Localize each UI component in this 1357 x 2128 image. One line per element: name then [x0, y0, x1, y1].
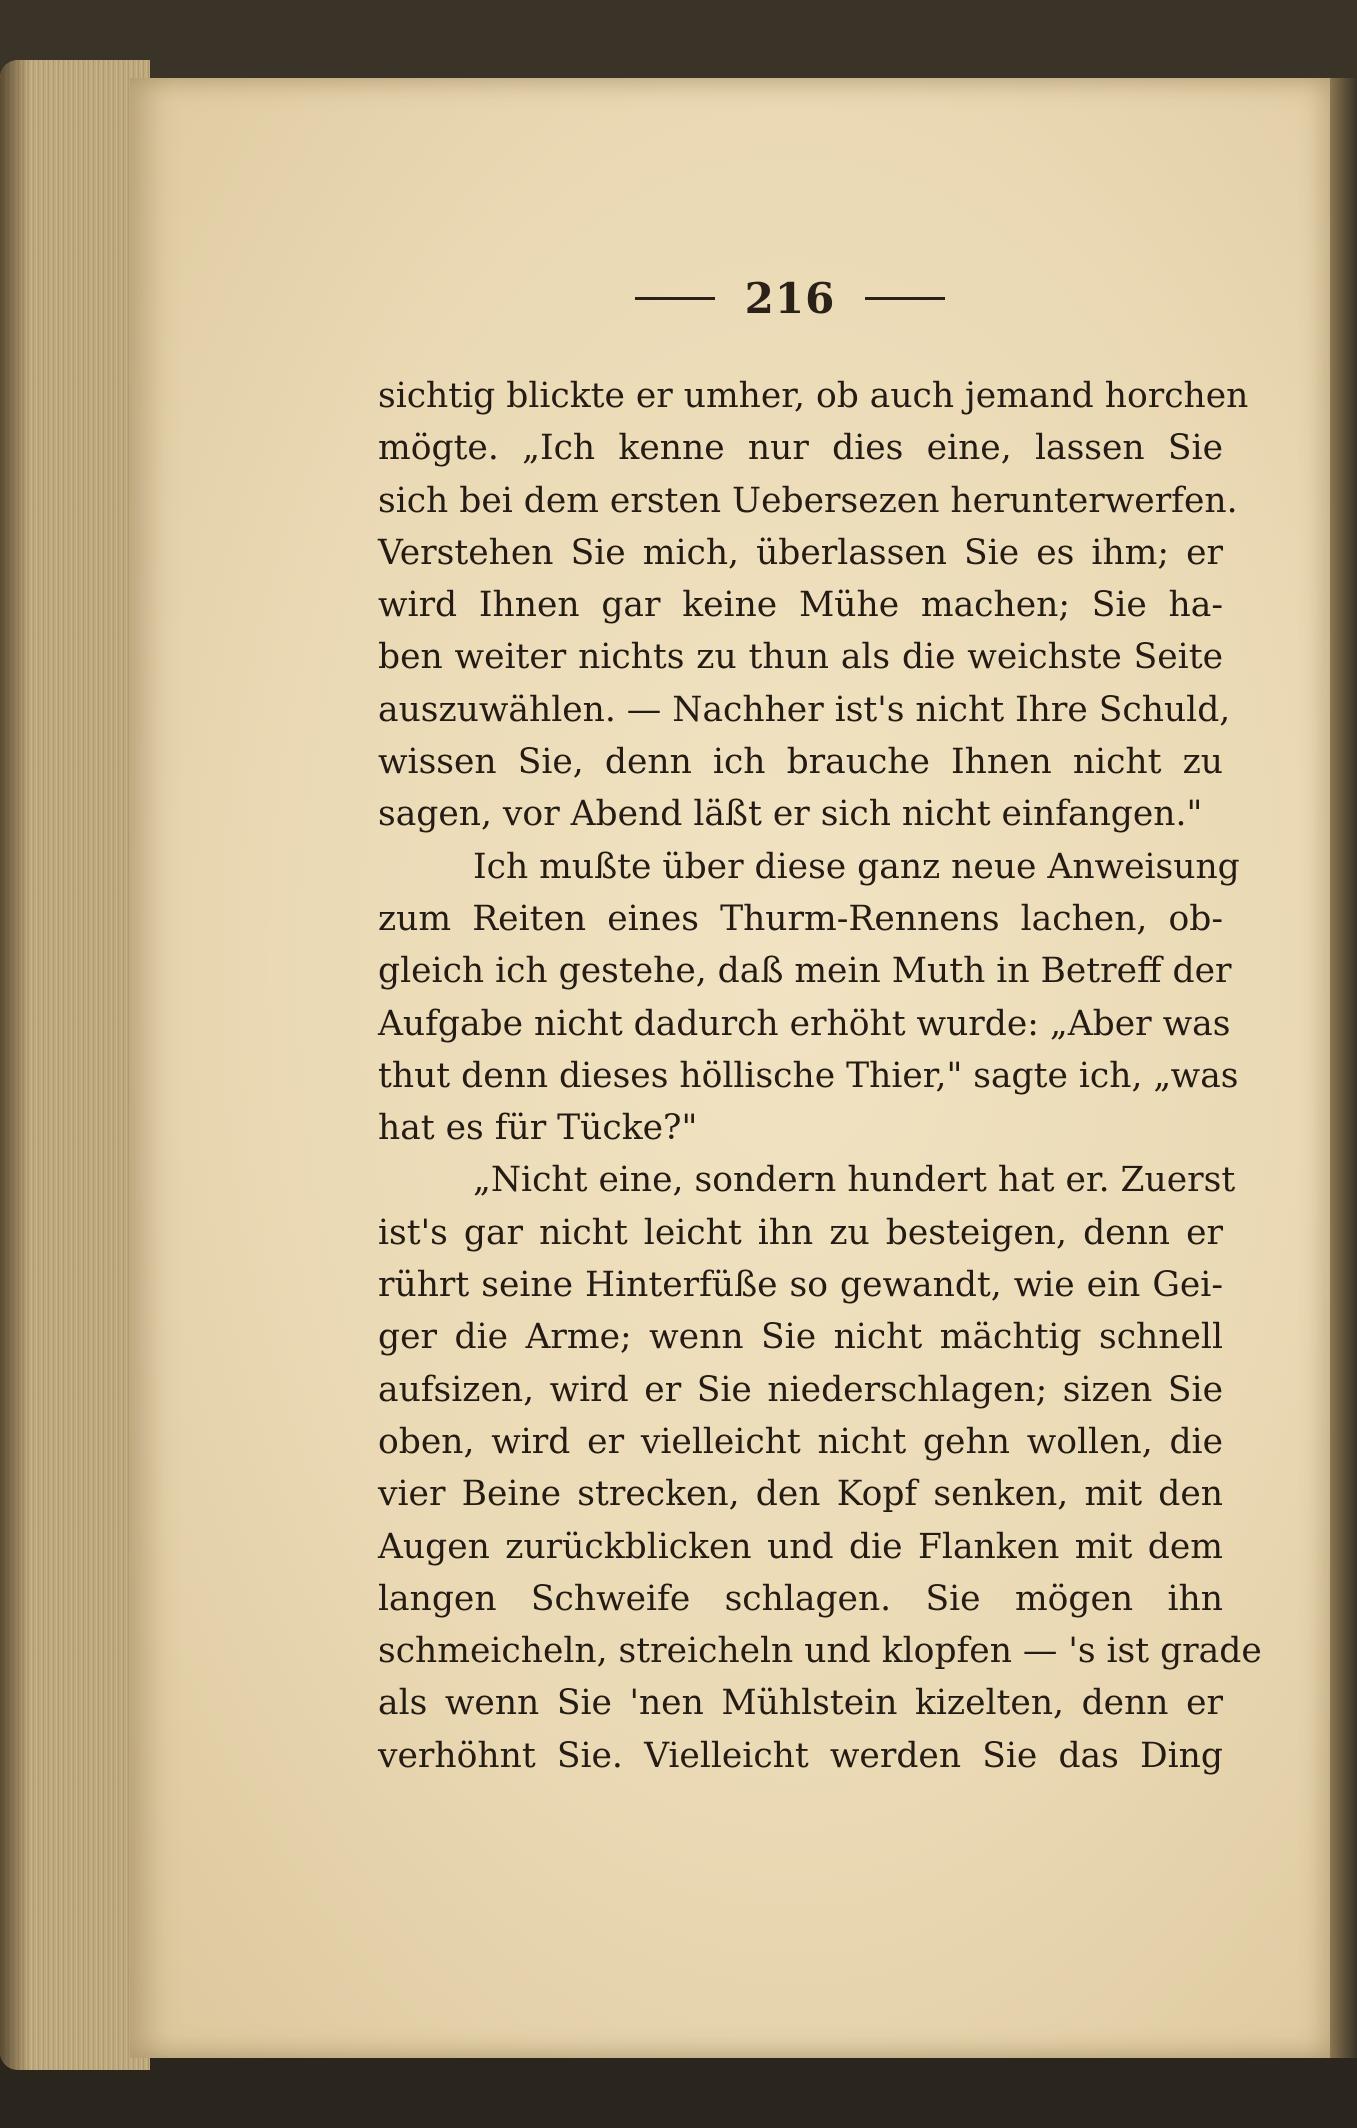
- page-number: 216: [744, 273, 836, 323]
- text-line: sichtig blickte er umher, ob auch jemand horchen: [378, 376, 1249, 416]
- text-line: als wenn Sie 'nen Mühlstein kizelten, denn er: [378, 1683, 1223, 1724]
- text-line: rührt seine Hinterfüße so gewandt, wie ein Gei-: [378, 1265, 1223, 1306]
- page-gutter-shadow: [1330, 78, 1357, 2058]
- text-line: Aufgabe nicht dadurch erhöht wurde: „Aber was: [378, 1003, 1231, 1044]
- text-line: gleich ich gestehe, daß mein Muth in Betreff der: [378, 951, 1232, 992]
- text-line: thut denn dieses höllische Thier," sagte ich, „was: [378, 1055, 1239, 1096]
- text-line: langen Schweife schlagen. Sie mögen ihn: [378, 1578, 1223, 1619]
- text-line: Verstehen Sie mich, überlassen Sie es ihm; er: [378, 532, 1223, 573]
- text-line: ist's gar nicht leicht ihn zu besteigen, denn er: [378, 1212, 1223, 1253]
- body-text: [378, 370, 1262, 1782]
- page-header: [600, 268, 980, 328]
- text-line: Augen zurückblicken und die Flanken mit dem: [378, 1526, 1223, 1567]
- paragraph: [378, 1154, 1262, 1782]
- text-line: ben weiter nichts zu thun als die weichste Seite: [378, 637, 1223, 678]
- text-line: hat es für Tücke?": [378, 1108, 698, 1149]
- text-line: wissen Sie, denn ich brauche Ihnen nicht zu: [378, 742, 1223, 783]
- text-line: aufsizen, wird er Sie niederschlagen; sizen Sie: [378, 1369, 1223, 1410]
- text-line: ger die Arme; wenn Sie nicht mächtig schnell: [378, 1317, 1223, 1358]
- text-line: Ich mußte über diese ganz neue Anweisung: [473, 846, 1240, 887]
- book-spine-shadow: [0, 60, 30, 2070]
- paragraph: [378, 841, 1240, 1155]
- text-line: sich bei dem ersten Uebersezen herunterwerfen.: [378, 480, 1238, 521]
- text-line: oben, wird er vielleicht nicht gehn wollen, die: [378, 1421, 1223, 1462]
- text-line: zum Reiten eines Thurm-Rennens lachen, ob-: [378, 898, 1223, 939]
- text-line: auszuwählen. — Nachher ist's nicht Ihre Schuld,: [378, 689, 1231, 730]
- text-line: schmeicheln, streicheln und klopfen — 's ist grade: [378, 1631, 1262, 1672]
- text-line: sagen, vor Abend läßt er sich nicht einfangen.": [378, 794, 1203, 835]
- text-line: mögte. „Ich kenne nur dies eine, lassen Sie: [378, 428, 1223, 469]
- header-rule-left: [635, 297, 715, 300]
- text-line: vier Beine strecken, den Kopf senken, mit den: [378, 1474, 1223, 1515]
- text-line: „Nicht eine, sondern hundert hat er. Zuerst: [473, 1160, 1236, 1201]
- text-line: verhöhnt Sie. Vielleicht werden Sie das Ding: [378, 1735, 1223, 1776]
- paragraph: [378, 370, 1249, 841]
- text-line: wird Ihnen gar keine Mühe machen; Sie ha-: [378, 585, 1223, 626]
- header-rule-right: [865, 297, 945, 300]
